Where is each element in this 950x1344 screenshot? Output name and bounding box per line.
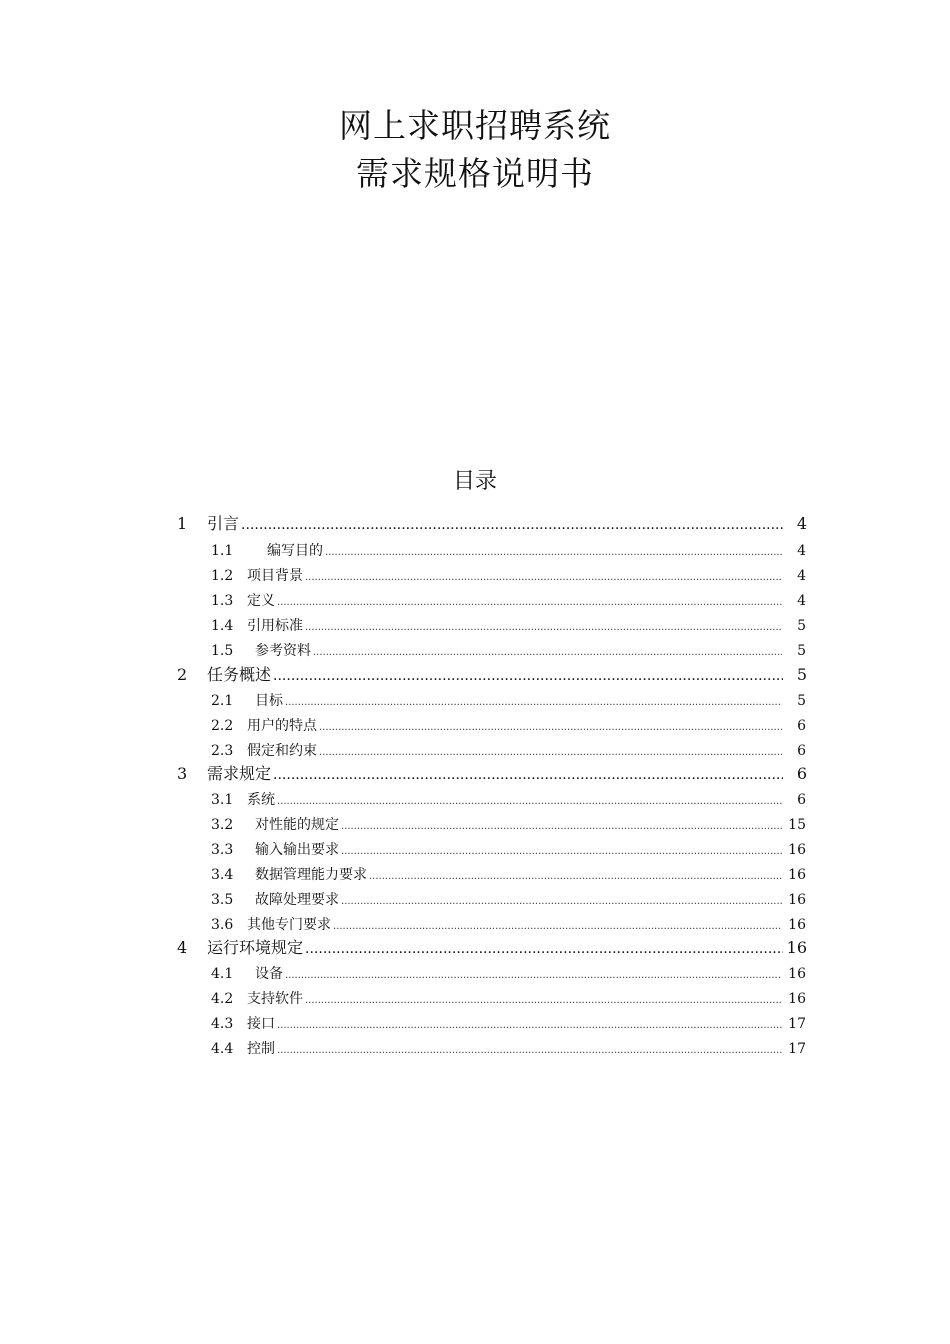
toc-entry-number: 2.1 <box>211 693 234 709</box>
toc-entry-label: 运行环境规定 <box>207 938 304 957</box>
toc-entry-number: 3.1 <box>211 792 234 808</box>
toc-entry-number: 3 <box>177 764 188 783</box>
toc-entry-page: 15 <box>788 817 806 833</box>
toc-entry-page: 4 <box>796 514 807 533</box>
toc-entry-3[interactable] <box>177 764 807 785</box>
toc-entry-page: 16 <box>788 892 806 908</box>
toc-leader-dots <box>285 967 782 985</box>
toc-entry-page: 16 <box>788 867 806 883</box>
toc-entry-page: 17 <box>788 1016 806 1032</box>
toc-leader-dots <box>241 515 783 535</box>
toc-entry-2[interactable] <box>177 665 807 686</box>
toc-entry-1-4[interactable] <box>211 617 806 637</box>
toc-entry-number: 3.3 <box>211 842 234 858</box>
toc-entry-page: 4 <box>797 543 806 559</box>
toc-entry-label: 需求规定 <box>207 764 272 783</box>
toc-entry-page: 6 <box>797 743 806 759</box>
toc-entry-number: 3.2 <box>211 817 234 833</box>
toc-entry-label: 支持软件 <box>247 991 303 1007</box>
toc-entry-number: 2 <box>177 665 188 684</box>
toc-entry-label: 输入输出要求 <box>255 842 339 858</box>
toc-entry-label: 参考资料 <box>255 643 311 659</box>
toc-entry-label: 假定和约束 <box>247 743 317 759</box>
toc-entry-2-1[interactable] <box>211 692 806 712</box>
toc-entry-page: 16 <box>788 991 806 1007</box>
toc-leader-dots <box>273 666 783 686</box>
document-title: 网上求职招聘系统 <box>339 106 611 145</box>
toc-leader-dots <box>313 644 782 662</box>
toc-entry-page: 4 <box>797 568 806 584</box>
toc-entry-page: 4 <box>797 593 806 609</box>
toc-heading: 目录 <box>452 469 497 494</box>
toc-entry-page: 6 <box>797 792 806 808</box>
toc-leader-dots <box>277 1017 782 1035</box>
toc-entry-4-2[interactable] <box>211 990 806 1010</box>
toc-leader-dots <box>369 868 782 886</box>
toc-entry-1-1[interactable] <box>211 542 806 562</box>
toc-entry-3-2[interactable] <box>211 816 806 836</box>
toc-leader-dots <box>305 569 782 587</box>
toc-leader-dots <box>333 918 782 936</box>
toc-entry-4[interactable] <box>177 938 807 959</box>
toc-entry-4-1[interactable] <box>211 965 806 985</box>
toc-entry-label: 其他专门要求 <box>247 917 331 933</box>
toc-entry-label: 接口 <box>247 1016 275 1032</box>
toc-leader-dots <box>325 544 782 562</box>
toc-leader-dots <box>305 939 783 959</box>
toc-entry-label: 引言 <box>207 514 240 533</box>
toc-leader-dots <box>277 1042 782 1060</box>
toc-entry-number: 4.1 <box>211 966 234 982</box>
toc-leader-dots <box>277 793 782 811</box>
toc-entry-label: 目标 <box>255 693 283 709</box>
toc-entry-label: 定义 <box>247 593 275 609</box>
toc-entry-page: 6 <box>796 764 807 783</box>
toc-entry-4-4[interactable] <box>211 1040 806 1060</box>
toc-entry-label: 任务概述 <box>207 665 272 684</box>
toc-entry-number: 2.2 <box>211 718 234 734</box>
toc-entry-number: 1.1 <box>211 543 234 559</box>
toc-entry-label: 用户的特点 <box>247 718 317 734</box>
toc-leader-dots <box>277 594 782 612</box>
toc-entry-number: 1.5 <box>211 643 234 659</box>
toc-leader-dots <box>341 843 782 861</box>
toc-entry-page: 16 <box>788 966 806 982</box>
toc-entry-number: 3.6 <box>211 917 234 933</box>
toc-entry-number: 4.3 <box>211 1016 234 1032</box>
toc-entry-number: 2.3 <box>211 743 234 759</box>
toc-entry-2-3[interactable] <box>211 742 806 762</box>
toc-entry-3-3[interactable] <box>211 841 806 861</box>
toc-leader-dots <box>319 719 782 737</box>
toc-entry-page: 5 <box>796 665 807 684</box>
toc-leader-dots <box>341 893 782 911</box>
toc-entry-1-5[interactable] <box>211 642 806 662</box>
toc-leader-dots <box>319 744 782 762</box>
toc-leader-dots <box>285 694 782 712</box>
toc-entry-1-2[interactable] <box>211 567 806 587</box>
toc-entry-page: 16 <box>786 938 807 957</box>
toc-leader-dots <box>273 765 783 785</box>
toc-leader-dots <box>305 992 782 1010</box>
toc-entry-page: 16 <box>788 917 806 933</box>
toc-entry-number: 3.5 <box>211 892 234 908</box>
toc-entry-number: 1 <box>177 514 188 533</box>
toc-entry-label: 数据管理能力要求 <box>255 867 367 883</box>
toc-entry-number: 1.2 <box>211 568 234 584</box>
toc-leader-dots <box>305 619 782 637</box>
toc-entry-page: 16 <box>788 842 806 858</box>
toc-entry-label: 引用标准 <box>247 618 303 634</box>
toc-entry-label: 系统 <box>247 792 275 808</box>
toc-entry-number: 4.2 <box>211 991 234 1007</box>
toc-entry-label: 对性能的规定 <box>255 817 339 833</box>
toc-entry-number: 1.3 <box>211 593 234 609</box>
document-subtitle: 需求规格说明书 <box>356 154 594 193</box>
toc-entry-label: 编写目的 <box>267 543 323 559</box>
toc-entry-label: 故障处理要求 <box>255 892 339 908</box>
toc-entry-page: 17 <box>788 1041 806 1057</box>
toc-entry-4-3[interactable] <box>211 1015 806 1035</box>
toc-entry-page: 6 <box>797 718 806 734</box>
toc-leader-dots <box>341 818 782 836</box>
toc-entry-3-6[interactable] <box>211 916 806 936</box>
toc-entry-3-5[interactable] <box>211 891 806 911</box>
toc-entry-page: 5 <box>797 693 806 709</box>
toc-entry-label: 项目背景 <box>247 568 303 584</box>
toc-entry-label: 设备 <box>255 966 283 982</box>
toc-entry-page: 5 <box>797 618 806 634</box>
toc-entry-number: 4 <box>177 938 188 957</box>
toc-entry-number: 3.4 <box>211 867 234 883</box>
toc-entry-1-3[interactable] <box>211 592 806 612</box>
toc-entry-1[interactable] <box>177 514 807 535</box>
toc-entry-2-2[interactable] <box>211 717 806 737</box>
toc-entry-number: 1.4 <box>211 618 234 634</box>
toc-entry-3-4[interactable] <box>211 866 806 886</box>
toc-entry-page: 5 <box>797 643 806 659</box>
toc-entry-3-1[interactable] <box>211 791 806 811</box>
toc-entry-number: 4.4 <box>211 1041 234 1057</box>
toc-entry-label: 控制 <box>247 1041 275 1057</box>
